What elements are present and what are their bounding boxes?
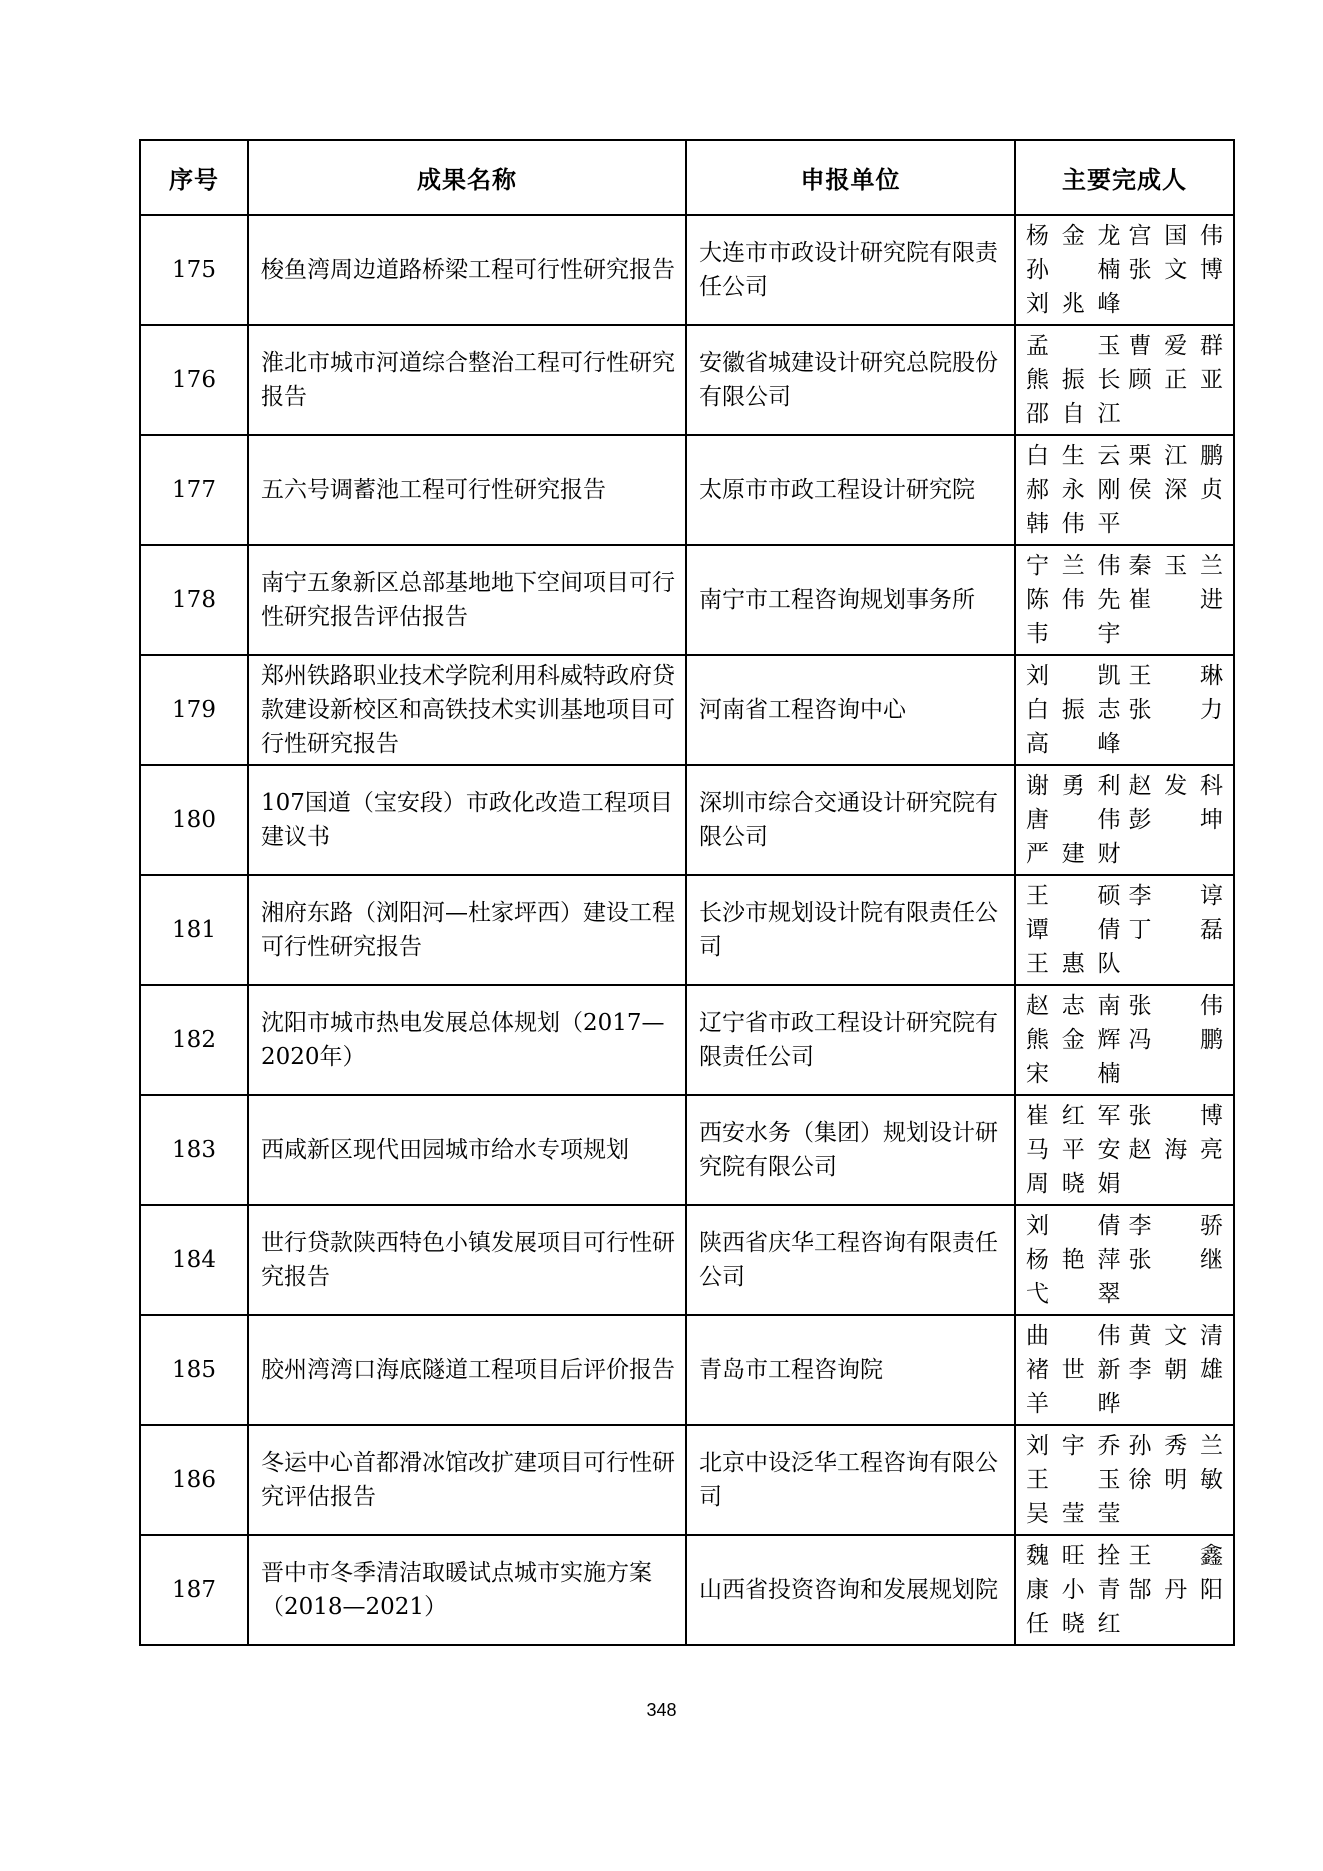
row-serial-number: 181 [140,875,248,985]
row-main-contributors [1015,765,1234,875]
row-achievement-name: 郑州铁路职业技术学院利用科威特政府贷款建设新校区和高铁技术实训基地项目可行性研究报告 [248,655,686,765]
contributor-name: 熊振长 [1026,367,1121,393]
contributor-name: 黄文清 [1128,1323,1223,1349]
row-applicant-unit: 长沙市规划设计院有限责任公司 [686,875,1015,985]
table-row [140,1425,1234,1535]
contributor-name: 刘倩 [1026,1213,1121,1239]
contributor-name: 王硕 [1026,883,1121,909]
row-achievement-name: 梭鱼湾周边道路桥梁工程可行性研究报告 [248,215,686,325]
contributor-list [1026,879,1223,981]
contributor-name: 刘凯 [1026,663,1121,689]
contributor-name: 张伟 [1128,993,1223,1019]
contributor-name: 张文博 [1128,257,1223,283]
row-serial-number: 178 [140,545,248,655]
row-serial-number: 177 [140,435,248,545]
row-serial-number: 176 [140,325,248,435]
contributor-list [1026,659,1223,761]
contributor-list [1026,329,1223,431]
table-row [140,435,1234,545]
row-applicant-unit: 青岛市工程咨询院 [686,1315,1015,1425]
contributor-name: 曲伟 [1026,1323,1121,1349]
table-row [140,1205,1234,1315]
contributor-name: 魏旺拴 [1026,1543,1121,1569]
row-achievement-name: 淮北市城市河道综合整治工程可行性研究报告 [248,325,686,435]
contributor-name: 谢勇利 [1026,773,1121,799]
table-row [140,655,1234,765]
contributor-name: 张继 [1128,1247,1223,1273]
table-row [140,325,1234,435]
row-applicant-unit: 北京中设泛华工程咨询有限公司 [686,1425,1015,1535]
contributor-name: 任晓红 [1026,1611,1121,1637]
contributor-name: 韩伟平 [1026,511,1121,537]
row-main-contributors [1015,875,1234,985]
row-main-contributors [1015,1095,1234,1205]
contributor-name: 徐明敏 [1128,1467,1223,1493]
contributor-name: 曹爱群 [1128,333,1223,359]
row-serial-number: 179 [140,655,248,765]
row-main-contributors [1015,1315,1234,1425]
row-main-contributors [1015,545,1234,655]
contributor-name: 弋翠 [1026,1281,1121,1307]
row-achievement-name: 沈阳市城市热电发展总体规划（2017—2020年） [248,985,686,1095]
contributor-name: 王鑫 [1128,1543,1223,1569]
contributor-list [1026,1209,1223,1311]
row-serial-number: 186 [140,1425,248,1535]
row-main-contributors [1015,985,1234,1095]
contributor-name: 周晓娟 [1026,1171,1121,1197]
row-applicant-unit: 西安水务（集团）规划设计研究院有限公司 [686,1095,1015,1205]
row-main-contributors [1015,215,1234,325]
row-achievement-name: 胶州湾湾口海底隧道工程项目后评价报告 [248,1315,686,1425]
row-applicant-unit: 河南省工程咨询中心 [686,655,1015,765]
table-row [140,875,1234,985]
row-serial-number: 187 [140,1535,248,1645]
contributor-name: 郜丹阳 [1128,1577,1223,1603]
row-serial-number: 184 [140,1205,248,1315]
row-applicant-unit: 辽宁省市政工程设计研究院有限责任公司 [686,985,1015,1095]
row-main-contributors [1015,655,1234,765]
header-achievement-name: 成果名称 [248,140,686,215]
contributor-name: 张力 [1128,697,1223,723]
row-achievement-name: 冬运中心首都滑冰馆改扩建项目可行性研究评估报告 [248,1425,686,1535]
row-applicant-unit: 南宁市工程咨询规划事务所 [686,545,1015,655]
header-applicant-unit: 申报单位 [686,140,1015,215]
achievements-table [139,139,1235,1646]
contributor-name: 顾正亚 [1128,367,1223,393]
contributor-name: 刘宇乔 [1026,1433,1121,1459]
row-achievement-name: 五六号调蓄池工程可行性研究报告 [248,435,686,545]
row-achievement-name: 107国道（宝安段）市政化改造工程项目建议书 [248,765,686,875]
contributor-name: 严建财 [1026,841,1121,867]
contributor-name: 宫国伟 [1128,223,1223,249]
row-main-contributors [1015,325,1234,435]
table-row [140,1535,1234,1645]
contributor-name: 邵自江 [1026,401,1121,427]
contributor-name: 孙秀兰 [1128,1433,1223,1459]
row-serial-number: 185 [140,1315,248,1425]
row-achievement-name: 南宁五象新区总部基地地下空间项目可行性研究报告评估报告 [248,545,686,655]
table-row [140,215,1234,325]
contributor-name: 白生云 [1026,443,1121,469]
row-achievement-name: 西咸新区现代田园城市给水专项规划 [248,1095,686,1205]
contributor-name: 赵志南 [1026,993,1121,1019]
contributor-name: 陈伟先 [1026,587,1121,613]
contributor-name: 孟玉 [1026,333,1121,359]
row-applicant-unit: 太原市市政工程设计研究院 [686,435,1015,545]
row-applicant-unit: 山西省投资咨询和发展规划院 [686,1535,1015,1645]
row-main-contributors [1015,1535,1234,1645]
contributor-name: 孙楠 [1026,257,1121,283]
row-serial-number: 175 [140,215,248,325]
contributor-list [1026,1099,1223,1201]
row-serial-number: 180 [140,765,248,875]
contributor-list [1026,549,1223,651]
contributor-name: 吴莹莹 [1026,1501,1121,1527]
contributor-name: 丁磊 [1128,917,1223,943]
contributor-name: 宋楠 [1026,1061,1121,1087]
table-row [140,985,1234,1095]
contributor-list [1026,1319,1223,1421]
header-main-contributors: 主要完成人 [1015,140,1234,215]
row-main-contributors [1015,1425,1234,1535]
table-row [140,1315,1234,1425]
contributor-name: 杨金龙 [1026,223,1121,249]
row-applicant-unit: 大连市市政设计研究院有限责任公司 [686,215,1015,325]
header-serial-number: 序号 [140,140,248,215]
contributor-list [1026,1539,1223,1641]
row-main-contributors [1015,435,1234,545]
row-achievement-name: 晋中市冬季清洁取暖试点城市实施方案（2018—2021） [248,1535,686,1645]
row-achievement-name: 湘府东路（浏阳河—杜家坪西）建设工程可行性研究报告 [248,875,686,985]
contributor-name: 杨艳萍 [1026,1247,1121,1273]
contributor-name: 宁兰伟 [1026,553,1121,579]
contributor-name: 褚世新 [1026,1357,1121,1383]
contributor-name: 韦宇 [1026,621,1121,647]
contributor-list [1026,769,1223,871]
table-row [140,765,1234,875]
contributor-name: 羊晔 [1026,1391,1121,1417]
contributor-name: 熊金辉 [1026,1027,1121,1053]
contributor-name: 康小青 [1026,1577,1121,1603]
row-serial-number: 182 [140,985,248,1095]
contributor-name: 刘兆峰 [1026,291,1121,317]
row-achievement-name: 世行贷款陕西特色小镇发展项目可行性研究报告 [248,1205,686,1315]
contributor-list [1026,1429,1223,1531]
contributor-name: 李谆 [1128,883,1223,909]
contributor-name: 秦玉兰 [1128,553,1223,579]
row-main-contributors [1015,1205,1234,1315]
contributor-name: 白振志 [1026,697,1121,723]
contributor-name: 高峰 [1026,731,1121,757]
contributor-name: 栗江鹏 [1128,443,1223,469]
row-serial-number: 183 [140,1095,248,1205]
contributor-name: 马平安 [1026,1137,1121,1163]
contributor-name: 李朝雄 [1128,1357,1223,1383]
table-row [140,545,1234,655]
contributor-list [1026,989,1223,1091]
contributor-name: 崔进 [1128,587,1223,613]
contributor-name: 郝永刚 [1026,477,1121,503]
contributor-name: 王玉 [1026,1467,1121,1493]
contributor-name: 李骄 [1128,1213,1223,1239]
contributor-list [1026,439,1223,541]
contributor-name: 崔红军 [1026,1103,1121,1129]
row-applicant-unit: 深圳市综合交通设计研究院有限公司 [686,765,1015,875]
contributor-name: 王惠队 [1026,951,1121,977]
contributor-list [1026,219,1223,321]
table-row [140,1095,1234,1205]
page-number: 348 [646,1700,677,1720]
contributor-name: 侯深贞 [1128,477,1223,503]
contributor-name: 唐伟 [1026,807,1121,833]
contributor-name: 张博 [1128,1103,1223,1129]
contributor-name: 谭倩 [1026,917,1121,943]
row-applicant-unit: 陕西省庆华工程咨询有限责任公司 [686,1205,1015,1315]
contributor-name: 赵海亮 [1128,1137,1223,1163]
contributor-name: 冯鹏 [1128,1027,1223,1053]
contributor-name: 赵发科 [1128,773,1223,799]
row-applicant-unit: 安徽省城建设计研究总院股份有限公司 [686,325,1015,435]
contributor-name: 王琳 [1128,663,1223,689]
contributor-name: 彭坤 [1128,807,1223,833]
table-header-row [140,140,1234,215]
